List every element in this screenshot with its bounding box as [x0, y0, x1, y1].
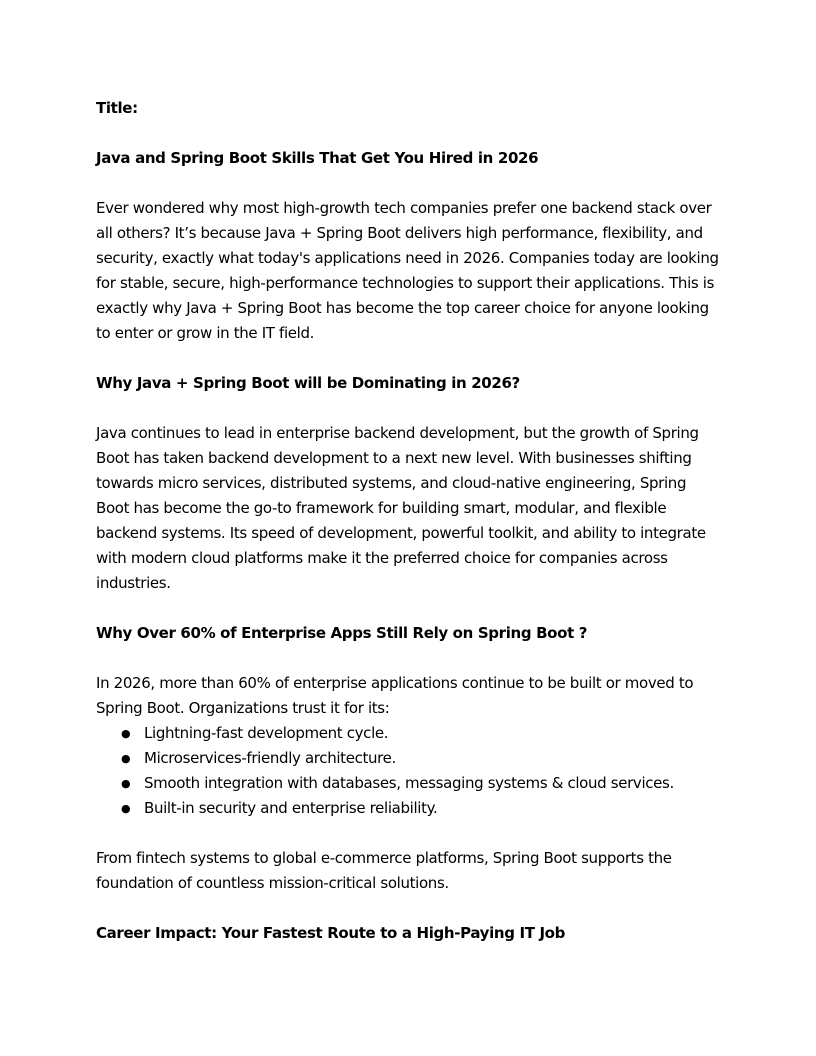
bullet-icon: ● [121, 752, 131, 765]
list-item-text: Lightning-fast development cycle. [144, 724, 389, 742]
spacer [96, 121, 720, 146]
list-item [96, 746, 720, 771]
bullet-icon: ● [121, 777, 131, 790]
list-item [96, 771, 720, 796]
spacer [96, 346, 720, 371]
section-body-enterprise: In 2026, more than 60% of enterprise applications continue to be built or moved to Spring Boot. Organizations trust it for its: [96, 674, 694, 717]
title-label: Title: [96, 99, 138, 117]
document-heading: Java and Spring Boot Skills That Get You Hired in 2026 [96, 149, 539, 167]
section-heading-career: Career Impact: Your Fastest Route to a High-Paying IT Job [96, 924, 566, 942]
spacer [96, 396, 720, 421]
section-body-dominating: Java continues to lead in enterprise backend development, but the growth of Spring Boot has taken backend development to a next new level. With businesses shifting towards micro services, distributed systems, and cloud-native engineering, Spring Boot has become the go-to framework for building smart, modular, and flexible backend systems. Its speed of development, powerful toolkit, and ability to integrate with modern cloud platforms make it the preferred choice for companies across industries. [96, 424, 706, 592]
spacer [96, 596, 720, 621]
bullet-icon: ● [121, 727, 131, 740]
list-item-text: Microservices-friendly architecture. [144, 749, 396, 767]
spacer [96, 896, 720, 921]
spacer [96, 646, 720, 671]
spacer [96, 821, 720, 846]
benefits-list [96, 721, 720, 821]
section-heading-dominating: Why Java + Spring Boot will be Dominating in 2026? [96, 374, 520, 392]
intro-paragraph: Ever wondered why most high-growth tech companies prefer one backend stack over all others? It’s because Java + Spring Boot delivers high performance, flexibility, and security, exactly what today's applications need in 2026. Companies today are looking for stable, secure, high-performance technologies to support their applications. This is exactly why Java + Spring Boot has become the top career choice for anyone looking to enter or grow in the IT field. [96, 199, 719, 342]
section-closing-enterprise: From fintech systems to global e-commerce platforms, Spring Boot supports the foundation of countless mission-critical solutions. [96, 849, 672, 892]
document-page [96, 96, 720, 946]
list-item [96, 721, 720, 746]
section-heading-enterprise: Why Over 60% of Enterprise Apps Still Rely on Spring Boot ? [96, 624, 588, 642]
list-item-text: Smooth integration with databases, messaging systems & cloud services. [144, 774, 674, 792]
spacer [96, 171, 720, 196]
list-item [96, 796, 720, 821]
bullet-icon: ● [121, 802, 131, 815]
list-item-text: Built-in security and enterprise reliability. [144, 799, 438, 817]
